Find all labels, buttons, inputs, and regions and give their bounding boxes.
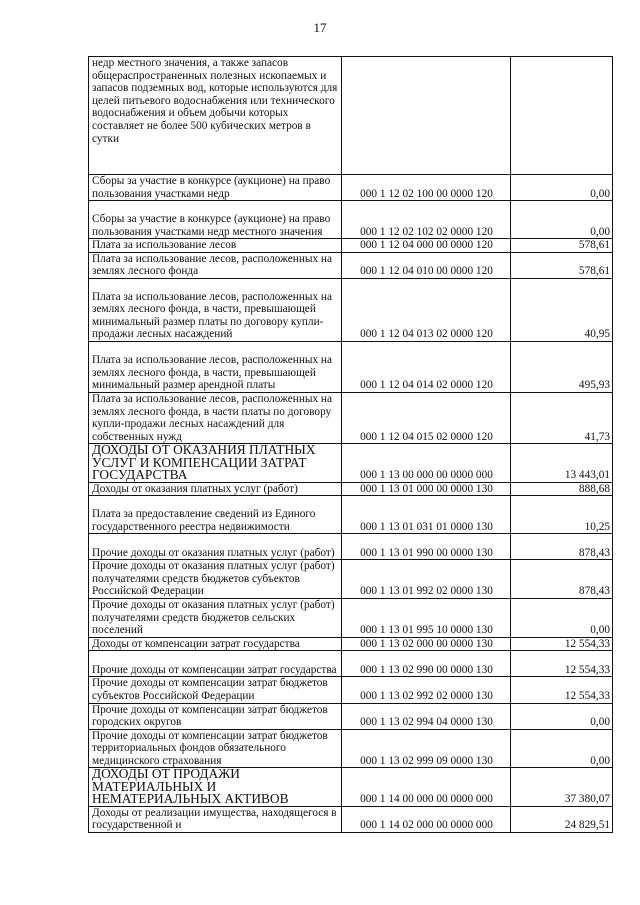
row-name: Доходы от реализации имущества, находящегося в государственной и bbox=[89, 806, 342, 832]
table-row bbox=[89, 341, 613, 392]
row-amount: 12 554,33 bbox=[511, 637, 613, 651]
row-amount: 578,61 bbox=[511, 252, 613, 278]
row-code: 000 1 12 04 013 02 0000 120 bbox=[342, 278, 511, 341]
table-section-row bbox=[89, 768, 613, 806]
row-amount: 24 829,51 bbox=[511, 806, 613, 832]
table-row bbox=[89, 392, 613, 443]
table-row bbox=[89, 651, 613, 677]
row-code: 000 1 14 02 000 00 0000 000 bbox=[342, 806, 511, 832]
row-code: 000 1 12 04 014 02 0000 120 bbox=[342, 341, 511, 392]
table-section-row bbox=[89, 444, 613, 482]
row-code: 000 1 12 02 100 00 0000 120 bbox=[342, 175, 511, 201]
table-row bbox=[89, 57, 613, 175]
table-row bbox=[89, 482, 613, 496]
row-name: ДОХОДЫ ОТ ПРОДАЖИ МАТЕРИАЛЬНЫХ И НЕМАТЕРИАЛЬНЫХ АКТИВОВ bbox=[89, 768, 342, 806]
row-code: 000 1 12 04 015 02 0000 120 bbox=[342, 392, 511, 443]
row-name: Плата за использование лесов, расположенных на землях лесного фонда, в части платы по договору купли-продажи лесных насаждений для собственных нужд bbox=[89, 392, 342, 443]
row-amount: 0,00 bbox=[511, 201, 613, 239]
row-code: 000 1 13 02 990 00 0000 130 bbox=[342, 651, 511, 677]
row-code: 000 1 13 00 000 00 0000 000 bbox=[342, 444, 511, 482]
table-row bbox=[89, 560, 613, 599]
table-row bbox=[89, 278, 613, 341]
row-amount: 888,68 bbox=[511, 482, 613, 496]
row-code: 000 1 13 01 031 01 0000 130 bbox=[342, 496, 511, 534]
row-name: Плата за использование лесов bbox=[89, 239, 342, 253]
row-code: 000 1 13 02 000 00 0000 130 bbox=[342, 637, 511, 651]
table-row bbox=[89, 598, 613, 637]
row-code: 000 1 13 02 999 09 0000 130 bbox=[342, 729, 511, 768]
table-row bbox=[89, 201, 613, 239]
row-code: 000 1 13 02 992 02 0000 130 bbox=[342, 677, 511, 703]
table-row bbox=[89, 703, 613, 729]
table-row bbox=[89, 637, 613, 651]
row-amount: 12 554,33 bbox=[511, 651, 613, 677]
table-row bbox=[89, 239, 613, 253]
row-code: 000 1 13 01 000 00 0000 130 bbox=[342, 482, 511, 496]
row-name: Прочие доходы от компенсации затрат государства bbox=[89, 651, 342, 677]
row-code: 000 1 12 04 010 00 0000 120 bbox=[342, 252, 511, 278]
row-name: Доходы от компенсации затрат государства bbox=[89, 637, 342, 651]
revenue-table-body bbox=[89, 57, 613, 833]
row-name: Плата за использование лесов, расположенных на землях лесного фонда, в части, превышающей минимальный размер арендной платы bbox=[89, 341, 342, 392]
page-number: 17 bbox=[313, 20, 327, 35]
row-name: недр местного значения, а также запасов общераспространенных полезных ископаемых и запасов подземных вод, которые используются для целей питьевого водоснабжения или технического водоснабжения и объем добычи которых составляет не более 500 кубических метров в сутки bbox=[89, 57, 342, 175]
table-row bbox=[89, 496, 613, 534]
row-amount: 13 443,01 bbox=[511, 444, 613, 482]
table-row bbox=[89, 175, 613, 201]
row-amount: 41,73 bbox=[511, 392, 613, 443]
row-name: Сборы за участие в конкурсе (аукционе) на право пользования участками недр местного значения bbox=[89, 201, 342, 239]
row-name: Доходы от оказания платных услуг (работ) bbox=[89, 482, 342, 496]
row-name: Прочие доходы от компенсации затрат бюджетов городских округов bbox=[89, 703, 342, 729]
row-amount: 12 554,33 bbox=[511, 677, 613, 703]
row-name: Плата за использование лесов, расположенных на землях лесного фонда, в части, превышающей минимальный размер платы по договору купли-продажи лесных насаждений bbox=[89, 278, 342, 341]
table-row bbox=[89, 806, 613, 832]
row-name: Плата за предоставление сведений из Единого государственного реестра недвижимости bbox=[89, 496, 342, 534]
row-name: Прочие доходы от оказания платных услуг (работ) получателями средств бюджетов субъектов Российской Федерации bbox=[89, 560, 342, 599]
row-amount: 0,00 bbox=[511, 703, 613, 729]
row-code: 000 1 13 01 992 02 0000 130 bbox=[342, 560, 511, 599]
row-name: ДОХОДЫ ОТ ОКАЗАНИЯ ПЛАТНЫХ УСЛУГ И КОМПЕНСАЦИИ ЗАТРАТ ГОСУДАРСТВА bbox=[89, 444, 342, 482]
row-amount: 0,00 bbox=[511, 729, 613, 768]
row-amount: 37 380,07 bbox=[511, 768, 613, 806]
table-row bbox=[89, 252, 613, 278]
row-code: 000 1 13 01 990 00 0000 130 bbox=[342, 534, 511, 560]
table-row bbox=[89, 677, 613, 703]
row-amount: 578,61 bbox=[511, 239, 613, 253]
row-code: 000 1 13 01 995 10 0000 130 bbox=[342, 598, 511, 637]
row-code: 000 1 12 02 102 02 0000 120 bbox=[342, 201, 511, 239]
row-code: 000 1 13 02 994 04 0000 130 bbox=[342, 703, 511, 729]
row-amount: 0,00 bbox=[511, 175, 613, 201]
row-amount: 878,43 bbox=[511, 534, 613, 560]
row-code: 000 1 12 04 000 00 0000 120 bbox=[342, 239, 511, 253]
row-amount: 10,25 bbox=[511, 496, 613, 534]
row-code bbox=[342, 57, 511, 175]
table-row bbox=[89, 534, 613, 560]
row-amount bbox=[511, 57, 613, 175]
revenue-table bbox=[88, 56, 613, 833]
row-name: Прочие доходы от компенсации затрат бюджетов субъектов Российской Федерации bbox=[89, 677, 342, 703]
row-code: 000 1 14 00 000 00 0000 000 bbox=[342, 768, 511, 806]
row-amount: 495,93 bbox=[511, 341, 613, 392]
row-amount: 40,95 bbox=[511, 278, 613, 341]
row-name: Плата за использование лесов, расположенных на землях лесного фонда bbox=[89, 252, 342, 278]
table-row bbox=[89, 729, 613, 768]
row-name: Прочие доходы от оказания платных услуг (работ) получателями средств бюджетов сельских поселений bbox=[89, 598, 342, 637]
row-amount: 0,00 bbox=[511, 598, 613, 637]
row-name: Сборы за участие в конкурсе (аукционе) на право пользования участками недр bbox=[89, 175, 342, 201]
row-name: Прочие доходы от компенсации затрат бюджетов территориальных фондов обязательного медицинского страхования bbox=[89, 729, 342, 768]
row-name: Прочие доходы от оказания платных услуг (работ) bbox=[89, 534, 342, 560]
row-amount: 878,43 bbox=[511, 560, 613, 599]
